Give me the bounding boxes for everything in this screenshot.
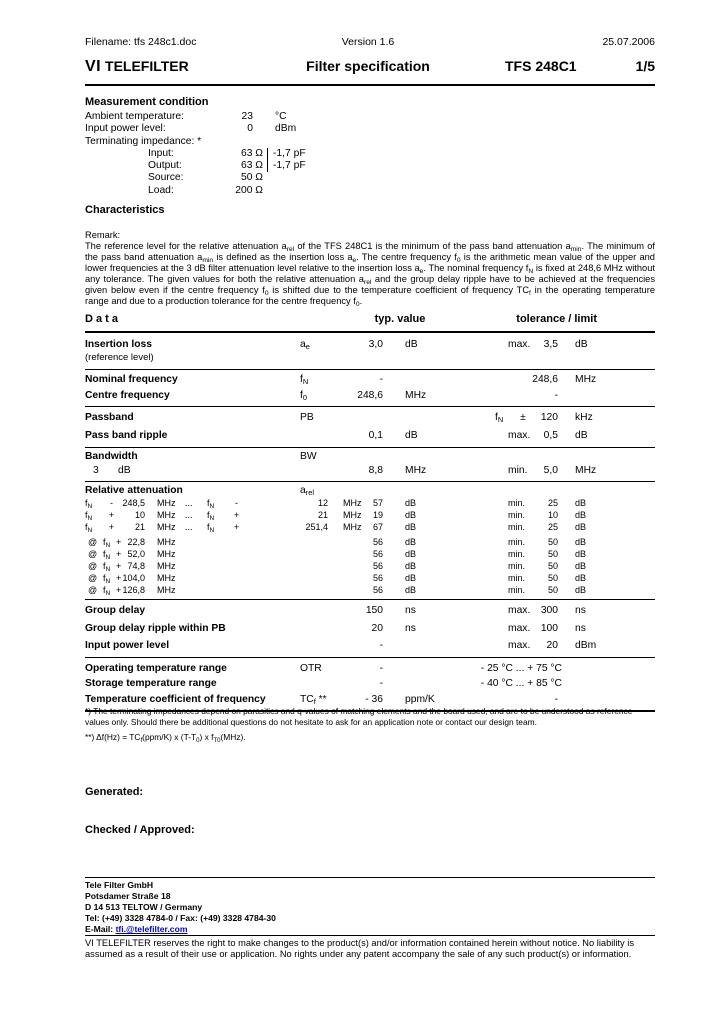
- tolerance-value: 3,5: [543, 339, 558, 350]
- typ-value: -: [379, 678, 383, 690]
- table-cell: MHz: [157, 560, 176, 571]
- typ-value: 248,6: [357, 389, 383, 401]
- tolerance-group: [493, 522, 558, 534]
- param-frequency-range: [85, 510, 383, 522]
- tolerance-prefix: min.: [508, 584, 526, 595]
- typ-value: - 36: [365, 693, 383, 705]
- table-row: [85, 676, 655, 692]
- table-cell: 10: [134, 509, 145, 520]
- table-row: [85, 450, 655, 464]
- measurement-value: 23: [241, 111, 253, 122]
- table-row: [85, 409, 655, 427]
- param-frequency-range: [85, 498, 383, 510]
- col-header-tolerance: tolerance / limit: [516, 313, 597, 325]
- table-cell: $f_N$: [207, 498, 215, 510]
- impedance-label: Load:: [148, 184, 174, 196]
- tolerance-prefix: min.: [508, 498, 526, 508]
- param-label: Bandwidth: [85, 451, 138, 462]
- remark-label: Remark:: [85, 230, 121, 240]
- divider: [85, 369, 655, 370]
- param-at-frequency: [85, 537, 383, 549]
- param-label: Temperature coefficient of frequency: [85, 693, 266, 705]
- impedance-extra: -1,7 pF: [267, 160, 306, 172]
- measurement-value: 0: [247, 123, 253, 135]
- typ-unit: dB: [405, 339, 418, 350]
- table-cell: 3: [93, 465, 99, 476]
- param-bandwidth-level: [85, 464, 383, 478]
- table-cell: 104,0: [122, 572, 145, 583]
- measurement-condition-section: [85, 96, 485, 197]
- typ-unit: dB: [405, 584, 417, 595]
- table-cell: @: [88, 584, 98, 595]
- param-symbol: $f_N$: [300, 374, 309, 386]
- tolerance-value: -: [554, 389, 558, 401]
- table-cell: $f_N$: [103, 549, 111, 562]
- tolerance-prefix: max.: [508, 622, 531, 634]
- typ-value: 56: [372, 549, 383, 560]
- typ-value: 0,1: [368, 429, 383, 441]
- tolerance-unit: dB: [575, 537, 587, 548]
- impedance-value: 200 Ω: [235, 184, 263, 196]
- measurement-row: [85, 136, 485, 148]
- divider: [85, 599, 655, 600]
- tolerance-value: 10: [547, 509, 558, 520]
- divider: [85, 447, 655, 448]
- table-cell: $f_N$: [103, 584, 111, 597]
- table-cell: MHz: [157, 498, 176, 508]
- tolerance-value: 50: [547, 549, 558, 560]
- tolerance-value: 50: [547, 560, 558, 571]
- param-label: Group delay ripple within PB: [85, 622, 226, 634]
- impedance-value: 63 Ω: [240, 147, 263, 159]
- typ-unit: dB: [405, 560, 417, 571]
- table-header-row: [85, 311, 655, 328]
- typ-value: 57: [372, 498, 383, 508]
- tolerance-prefix: [493, 388, 530, 404]
- measurement-rows: [85, 111, 485, 197]
- tolerance-group: [493, 464, 558, 478]
- tolerance-group: [493, 561, 558, 573]
- tolerance-group: [493, 409, 558, 427]
- param-subtext: (reference level): [85, 352, 154, 363]
- impedance-row: [85, 172, 485, 184]
- tolerance-group: [493, 549, 558, 561]
- typ-unit: dB: [405, 509, 417, 520]
- tolerance-value: 248,6: [532, 374, 558, 385]
- tolerance-unit: dB: [575, 572, 587, 583]
- table-row: [85, 427, 655, 445]
- table-cell: ...: [185, 498, 193, 508]
- impedance-row: [85, 185, 485, 197]
- tolerance-group: [493, 602, 558, 620]
- param-label: Group delay: [85, 605, 146, 617]
- tolerance-prefix: $f_N$: [495, 412, 504, 424]
- param-label: Storage temperature range: [85, 678, 217, 690]
- footnote-terminating-impedance: *) The terminating impedances depend on parasitics and q-values of matching elements and the board used, and are to be understood as reference values only. Should there be additional questions do not hesitate to ask for an application note or contact our design team.: [85, 706, 633, 727]
- tolerance-prefix: min.: [508, 509, 526, 520]
- tolerance-prefix: min.: [508, 560, 526, 571]
- table-cell: $f_N$: [103, 560, 111, 573]
- table-row: [85, 484, 655, 498]
- tolerance-prefix: max.: [508, 640, 531, 652]
- table-cell: 21: [134, 521, 145, 532]
- email-label: E-Mail:: [85, 924, 116, 934]
- table-cell: @: [88, 572, 98, 583]
- plus-minus-sign: ±: [520, 412, 526, 423]
- table-cell: +: [233, 521, 240, 532]
- remark-text: The reference level for the relative attenuation $a_{rel}$ of the TFS 248C1 is the minimum of the pass band attenuation $a_{min}$. The minimum of the pass band attenuation $a_{min}$ is defined as the insertion loss $a_e$. The centre frequency $f_0$ is the arithmetic mean value of the upper and lower frequencies at the 3 dB filter attenuation level relative to the insertion loss $a_e$. The nominal frequency $f_N$ is fixed at 248,6 MHz without any tolerance. The given values for both the relative attenuation $a_{rel}$ and the group delay ripple have to be achieved at the frequencies given below even if the centre frequency $f_0$ is shifted due to the temperature coefficient of frequency $TC_f$ in the operating temperature range and due to a production tolerance for the centre frequency $f_0$.: [85, 241, 656, 308]
- impedance-label: Output:: [148, 160, 182, 172]
- footer-phone: Tel: (+49) 3328 4784-0 / Fax: (+49) 3328 4784-30: [85, 913, 276, 923]
- tolerance-value: 50: [547, 572, 558, 583]
- tolerance-value: 25: [547, 521, 558, 532]
- measurement-value: [240, 136, 253, 148]
- table-cell: $f_N$: [103, 537, 111, 550]
- param-label: Nominal frequency: [85, 374, 178, 385]
- tolerance-group: [493, 427, 558, 445]
- param-symbol: $a_e$: [300, 339, 310, 351]
- table-cell: MHz: [157, 509, 176, 520]
- table-cell: 126,8: [122, 584, 145, 595]
- table-row: [85, 522, 655, 534]
- tolerance-group: [493, 510, 558, 522]
- typ-unit: dB: [405, 498, 417, 508]
- table-cell: +: [116, 572, 122, 583]
- tolerance-unit: ns: [575, 605, 586, 617]
- tolerance-group: [493, 585, 558, 597]
- tolerance-prefix: min.: [508, 572, 526, 583]
- table-row: [85, 549, 655, 561]
- table-cell: @: [88, 537, 98, 548]
- col-header-typ-value: typ. value: [374, 313, 426, 325]
- tolerance-unit: ns: [575, 622, 586, 634]
- divider: [85, 657, 655, 658]
- tolerance-group: [493, 498, 558, 510]
- table-row: [85, 561, 655, 573]
- typ-value: 8,8: [368, 465, 383, 476]
- tolerance-unit: dB: [575, 584, 587, 595]
- footer-email-row: [85, 924, 655, 935]
- table-cell: MHz: [157, 584, 176, 595]
- param-name: Insertion loss: [85, 339, 152, 350]
- tolerance-value: 50: [547, 537, 558, 548]
- tolerance-prefix: max.: [508, 429, 531, 441]
- param-symbol: BW: [300, 451, 317, 462]
- tolerance-unit: dB: [575, 429, 588, 441]
- param-symbol: PB: [300, 412, 314, 423]
- measurement-row: [85, 111, 485, 123]
- measurement-label: Input power level:: [85, 123, 166, 135]
- tolerance-value: 120: [540, 412, 558, 423]
- param-label: [85, 338, 300, 364]
- tolerance-value: 25: [547, 498, 558, 508]
- typ-value: 3,0: [368, 339, 383, 350]
- table-cell: $f_N$: [103, 572, 111, 585]
- divider: [85, 481, 655, 482]
- table-cell: $f_N$: [207, 521, 215, 534]
- table-cell: 251,4: [305, 521, 328, 532]
- tolerance-value: 50: [547, 584, 558, 595]
- impedance-label: Source:: [148, 172, 184, 184]
- typ-value: -: [379, 374, 383, 385]
- data-table-rows: [85, 335, 655, 712]
- tolerance-prefix: max.: [508, 605, 531, 617]
- generated-label: Generated:: [85, 786, 144, 798]
- table-row: [85, 637, 655, 655]
- table-row: [85, 602, 655, 620]
- typ-value: 67: [372, 521, 383, 532]
- table-cell: +: [116, 549, 122, 560]
- table-row: [85, 464, 655, 478]
- table-cell: @: [88, 560, 98, 571]
- table-cell: MHz: [343, 521, 362, 532]
- table-cell: $f_N$: [85, 498, 93, 510]
- typ-value: -: [379, 640, 383, 652]
- param-symbol: OTR: [300, 662, 322, 674]
- typ-value: 56: [372, 584, 383, 595]
- section-heading-measurement: Measurement condition: [85, 96, 209, 108]
- tolerance-value: 5,0: [543, 465, 558, 476]
- measurement-label: Terminating impedance: *: [85, 135, 202, 147]
- table-cell: MHz: [157, 572, 176, 583]
- impedance-row: [85, 148, 485, 160]
- company-logo: [85, 58, 189, 76]
- param-label: Centre frequency: [85, 389, 170, 401]
- table-cell: 21: [317, 509, 328, 520]
- table-cell: $f_N$: [207, 509, 215, 522]
- table-cell: MHz: [343, 498, 362, 508]
- logo-mark: VI: [85, 58, 102, 75]
- impedance-label: Input:: [148, 147, 174, 159]
- typ-unit: dB: [405, 521, 417, 532]
- table-cell: MHz: [157, 521, 176, 532]
- param-symbol: $f_0$: [300, 389, 307, 402]
- impedance-extra: [267, 172, 272, 184]
- tolerance-range-text: - 40 °C ... + 85 °C: [480, 678, 562, 690]
- table-cell: +: [116, 537, 122, 548]
- table-cell: $f_N$: [85, 521, 93, 534]
- doc-title: Filter specification: [306, 58, 430, 74]
- section-heading-characteristics: Characteristics: [85, 204, 165, 216]
- table-cell: -: [110, 498, 113, 508]
- table-row: [85, 585, 655, 597]
- table-cell: 12: [317, 498, 328, 508]
- table-row: [85, 620, 655, 638]
- divider: [85, 331, 655, 333]
- footer-company: Tele Filter GmbH: [85, 880, 154, 890]
- table-cell: dB: [118, 465, 131, 476]
- tolerance-value: 100: [540, 622, 558, 634]
- page-number: 1/5: [635, 58, 655, 74]
- tolerance-unit: dB: [575, 498, 587, 508]
- typ-value: 56: [372, 572, 383, 583]
- col-header-data: D a t a: [85, 313, 119, 325]
- table-cell: MHz: [157, 549, 176, 560]
- param-label: Operating temperature range: [85, 662, 227, 674]
- param-symbol: $a_{rel}$: [300, 485, 314, 497]
- table-row: [85, 388, 655, 404]
- checked-approved-label: Checked / Approved:: [85, 824, 195, 836]
- typ-unit: ns: [405, 622, 416, 634]
- tolerance-group: [493, 388, 558, 404]
- impedance-value: 63 Ω: [240, 160, 263, 172]
- typ-value: -: [379, 662, 383, 674]
- table-cell: +: [116, 584, 122, 595]
- impedance-value: 50 Ω: [240, 172, 263, 184]
- tolerance-group: [493, 372, 558, 388]
- doc-footer: [85, 877, 655, 960]
- param-at-frequency: [85, 585, 383, 597]
- table-cell: 74,8: [127, 560, 145, 571]
- table-cell: +: [116, 560, 122, 571]
- table-row: [85, 573, 655, 585]
- table-row: [85, 372, 655, 388]
- data-table: [85, 311, 655, 714]
- tolerance-value: 0,5: [543, 429, 558, 441]
- footer-rule-top: [85, 877, 655, 878]
- typ-unit: dB: [405, 537, 417, 548]
- table-row: [85, 335, 655, 366]
- tolerance-value: -: [554, 693, 558, 705]
- param-label: Pass band ripple: [85, 429, 168, 441]
- tolerance-group: [493, 338, 558, 351]
- param-at-frequency: [85, 549, 383, 561]
- table-cell: ...: [185, 509, 193, 520]
- email-link[interactable]: tfi.@telefilter.com: [115, 924, 188, 934]
- impedance-extra: [267, 185, 272, 197]
- tolerance-unit: dB: [575, 560, 587, 571]
- typ-value: 56: [372, 560, 383, 571]
- impedance-extra: -1,7 pF: [267, 148, 306, 160]
- tolerance-unit: kHz: [575, 412, 593, 423]
- table-cell: $f_N$: [85, 509, 93, 522]
- table-cell: -: [235, 498, 238, 508]
- tolerance-unit: dB: [575, 509, 587, 520]
- tolerance-prefix: [493, 372, 530, 388]
- tolerance-unit: dB: [575, 339, 588, 350]
- company-name: TELEFILTER: [105, 58, 189, 74]
- measurement-label: Ambient temperature:: [85, 111, 185, 122]
- tolerance-prefix: min.: [508, 465, 528, 476]
- table-row: [85, 661, 655, 677]
- param-label: Input power level: [85, 640, 170, 652]
- table-cell: ...: [185, 521, 193, 532]
- param-at-frequency: [85, 573, 383, 585]
- param-frequency-range: [85, 522, 383, 534]
- table-cell: 22,8: [127, 537, 145, 548]
- typ-value: 19: [372, 509, 383, 520]
- table-cell: MHz: [343, 509, 362, 520]
- tolerance-group: [493, 573, 558, 585]
- table-row: [85, 537, 655, 549]
- footer-disclaimer: VI TELEFILTER reserves the right to make changes to the product(s) and/or information contained herein without notice. No liability is assumed as a result of their use or application. No rights under any patent accompany the sale of any such product(s) or information.: [85, 938, 634, 959]
- param-symbol: $TC_f$ **: [300, 693, 327, 706]
- tolerance-group: [493, 620, 558, 638]
- tolerance-value: 300: [540, 605, 558, 617]
- header-rule: [85, 84, 655, 86]
- tolerance-range-text: - 25 °C ... + 75 °C: [480, 662, 562, 674]
- part-number: TFS 248C1: [505, 58, 577, 74]
- tolerance-prefix: min.: [508, 537, 526, 548]
- typ-value: 20: [371, 622, 383, 634]
- table-cell: 248,5: [122, 498, 145, 508]
- typ-value: 56: [372, 537, 383, 548]
- footer-street: Potsdamer Straße 18: [85, 891, 171, 901]
- measurement-row: [85, 123, 485, 135]
- divider: [85, 406, 655, 407]
- footer-address: [85, 880, 655, 935]
- table-row: [85, 498, 655, 510]
- tolerance-unit: MHz: [575, 374, 597, 385]
- param-label: Passband: [85, 412, 134, 423]
- tolerance-prefix: max.: [508, 339, 531, 350]
- param-at-frequency: [85, 561, 383, 573]
- table-cell: MHz: [157, 537, 176, 548]
- characteristics-section: [85, 204, 655, 306]
- param-label: Relative attenuation: [85, 485, 183, 496]
- table-row: [85, 510, 655, 522]
- filename-text: Filename: tfs 248c1.doc: [85, 36, 197, 48]
- version-text: Version 1.6: [341, 36, 395, 48]
- tolerance-group: [493, 537, 558, 549]
- date-text: 25.07.2006: [602, 36, 655, 48]
- footnote-frequency-formula: **) $\Delta f(Hz) = TC_f(ppm/K)$ x $(T-T_0)$ x $f_{T0}(MHz)$.: [85, 732, 246, 744]
- table-cell: +: [233, 509, 240, 520]
- table-cell: 52,0: [127, 549, 145, 560]
- typ-unit: MHz: [405, 465, 427, 476]
- table-cell: +: [108, 521, 115, 532]
- tolerance-unit: MHz: [575, 465, 597, 476]
- footnotes: [85, 706, 655, 743]
- tolerance-value: 20: [546, 640, 558, 652]
- typ-unit: dB: [405, 549, 417, 560]
- measurement-unit: °C: [275, 111, 287, 122]
- table-cell: +: [108, 509, 115, 520]
- footer-city: D 14 513 TELTOW / Germany: [85, 902, 203, 912]
- typ-unit: MHz: [405, 389, 427, 401]
- tolerance-group: [493, 637, 558, 655]
- tolerance-unit: dB: [575, 521, 587, 532]
- typ-unit: ppm/K: [405, 693, 435, 705]
- measurement-unit: dBm: [275, 123, 297, 135]
- table-cell: @: [88, 549, 98, 560]
- typ-unit: dB: [405, 429, 418, 441]
- typ-value: 150: [365, 605, 383, 617]
- footer-rule-bottom: [85, 935, 655, 936]
- tolerance-unit: dBm: [575, 640, 597, 652]
- typ-unit: dB: [405, 572, 417, 583]
- tolerance-prefix: min.: [508, 521, 526, 532]
- tolerance-prefix: min.: [508, 549, 526, 560]
- tolerance-unit: dB: [575, 549, 587, 560]
- typ-unit: ns: [405, 605, 416, 617]
- impedance-row: [85, 160, 485, 172]
